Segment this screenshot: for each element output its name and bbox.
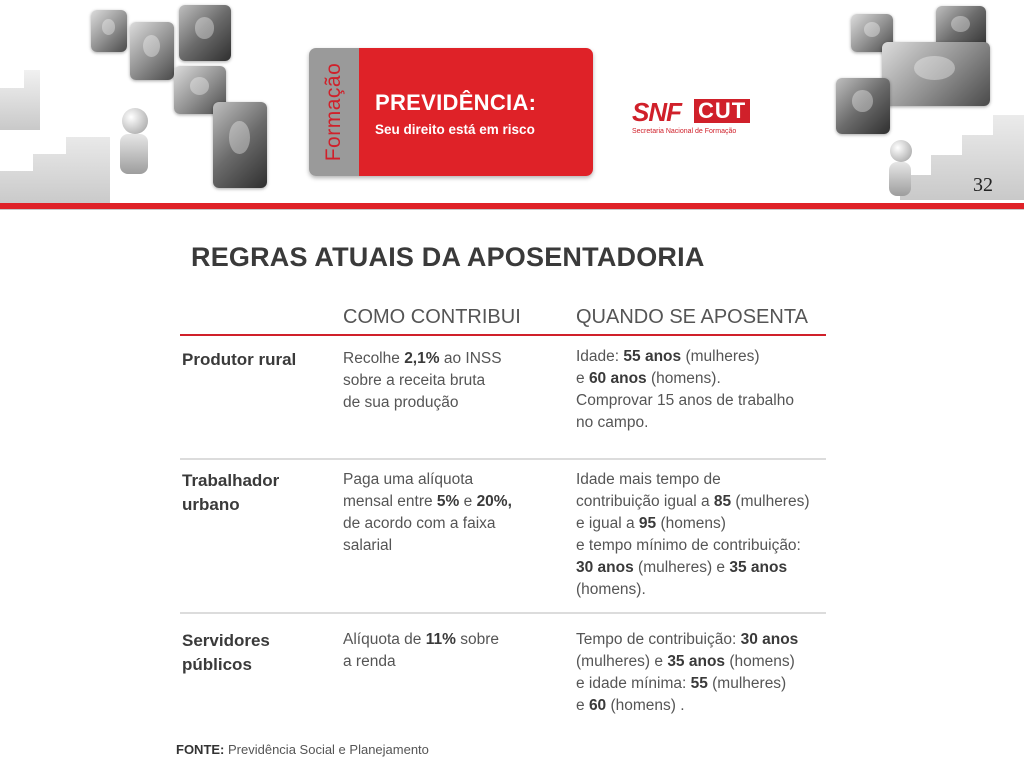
row-label-trabalhador-urbano	[182, 469, 279, 517]
mascot-body	[889, 162, 911, 196]
logo-snf-text: SNF	[632, 97, 681, 127]
emphasis-text: 85	[713, 493, 732, 510]
cell-text: e	[459, 493, 477, 510]
cell-text: e idade mínima:	[576, 675, 691, 692]
cell-text: (mulheres)	[707, 675, 787, 692]
source-note	[176, 742, 429, 757]
cell-text: e tempo mínimo de contribuição:	[576, 537, 801, 554]
cell-text: (mulheres)	[681, 348, 760, 365]
row-label-line: Produtor rural	[182, 350, 297, 369]
emphasis-text: 20%,	[476, 493, 512, 510]
emphasis-text: 55 anos	[623, 348, 682, 365]
mascot-head	[890, 140, 912, 162]
banner-title: PREVIDÊNCIA:	[375, 90, 537, 115]
cell-line	[576, 412, 826, 434]
cell-text: Idade mais tempo de	[576, 471, 721, 488]
cell-text: (homens)	[725, 653, 795, 670]
cell-line	[576, 469, 826, 491]
cell-line	[343, 469, 563, 491]
header-gray-rule	[0, 209, 1024, 210]
cell-line	[343, 491, 563, 513]
cell-text: de acordo com a faixa	[343, 515, 496, 532]
cell-line	[576, 695, 826, 717]
banner-side-label: Formação	[322, 62, 345, 162]
page-number: 32	[973, 174, 993, 196]
emphasis-text: 35 anos	[729, 559, 788, 576]
cell-text: e	[576, 370, 589, 387]
slide-title: REGRAS ATUAIS DA APOSENTADORIA	[191, 242, 705, 272]
slide-header	[0, 0, 1024, 210]
cell-line	[576, 651, 826, 673]
cell-text: (mulheres)	[731, 493, 810, 510]
cell-line	[343, 392, 563, 414]
cell-text: e igual a	[576, 515, 639, 532]
cell-text: Recolhe	[343, 350, 405, 367]
header-underline	[180, 334, 826, 336]
cell-line	[343, 513, 563, 535]
cell-text: no campo.	[576, 414, 649, 431]
cell-text: (homens)	[656, 515, 726, 532]
cell-line	[576, 535, 826, 557]
cell-text: salarial	[343, 537, 393, 554]
left-stairs-decoration	[0, 120, 110, 205]
cell-text: (homens).	[576, 581, 646, 598]
banner-side-panel	[309, 48, 359, 176]
emphasis-text: 55	[690, 675, 708, 692]
cell-line	[343, 651, 563, 673]
logo-subtitle: Secretaria Nacional de Formação	[632, 128, 737, 135]
cell-line	[576, 491, 826, 513]
cell-aposenta-servidores	[576, 629, 826, 717]
formacao-banner	[309, 48, 593, 176]
cell-text: Idade:	[576, 348, 624, 365]
column-header-aposenta: QUANDO SE APOSENTA	[576, 306, 808, 328]
cell-line	[576, 368, 826, 390]
source-label: FONTE:	[176, 742, 225, 757]
woman-photo	[836, 78, 890, 134]
cell-line	[576, 673, 826, 695]
cell-contribui-produtor	[343, 348, 563, 414]
cell-line	[343, 629, 563, 651]
cell-line	[576, 513, 826, 535]
row-label-line: públicos	[182, 655, 252, 674]
mascot-figure-left	[108, 108, 158, 186]
emphasis-text: 60 anos	[588, 370, 647, 387]
cell-text: (homens) .	[606, 697, 685, 714]
worker-photo-2	[130, 22, 174, 80]
emphasis-text: 95	[638, 515, 657, 532]
banner-subtitle: Seu direito está em risco	[375, 122, 535, 137]
row-divider	[180, 612, 826, 614]
emphasis-text: 30 anos	[740, 631, 799, 648]
source-text: Previdência Social e Planejamento	[224, 742, 429, 757]
cell-aposenta-trabalhador	[576, 469, 826, 601]
column-header-contribui: COMO CONTRIBUI	[343, 306, 521, 328]
emphasis-text: 11%	[425, 631, 456, 648]
cell-text: sobre	[455, 631, 499, 648]
row-label-line: Trabalhador	[182, 471, 280, 490]
emphasis-text: 30 anos	[576, 559, 634, 576]
cell-text: contribuição igual a	[576, 493, 714, 510]
cell-contribui-servidores	[343, 629, 563, 673]
cell-text: Comprovar 15 anos de trabalho	[576, 392, 794, 409]
snf-cut-logo	[632, 97, 772, 143]
cell-text: Alíquota de	[343, 631, 426, 648]
emphasis-text: 60	[588, 697, 607, 714]
emphasis-text: 35 anos	[667, 653, 726, 670]
cell-line	[343, 348, 563, 370]
cell-text: (homens).	[646, 370, 721, 387]
cell-text: ao INSS	[439, 350, 502, 367]
farmer-photo	[213, 102, 267, 188]
worker-photo-1	[91, 10, 127, 52]
cell-text: sobre a receita bruta	[343, 372, 486, 389]
cell-line	[576, 346, 826, 368]
mascot-body	[120, 134, 148, 174]
cell-text: Paga uma alíquota	[343, 471, 474, 488]
cell-text: Tempo de contribuição:	[576, 631, 741, 648]
cell-line	[576, 390, 826, 412]
left-stairs-upper-decoration	[0, 70, 40, 130]
cell-text: (mulheres) e	[576, 653, 668, 670]
cell-line	[576, 629, 826, 651]
cell-line	[576, 579, 826, 601]
worker-photo-3	[179, 5, 231, 61]
row-label-produtor-rural	[182, 348, 296, 372]
mascot-head	[122, 108, 148, 134]
cell-contribui-trabalhador	[343, 469, 563, 557]
classroom-photo	[882, 42, 990, 106]
cell-text: de sua produção	[343, 394, 459, 411]
row-label-servidores-publicos	[182, 629, 270, 677]
cell-line	[576, 557, 826, 579]
cell-line	[343, 370, 563, 392]
banner-main-panel	[359, 48, 593, 176]
cell-text: a renda	[343, 653, 396, 670]
row-divider	[180, 458, 826, 460]
mascot-figure-right	[880, 140, 920, 202]
emphasis-text: 5%	[436, 493, 460, 510]
cell-text: mensal entre	[343, 493, 437, 510]
cell-text: e	[576, 697, 589, 714]
cell-aposenta-produtor	[576, 346, 826, 434]
emphasis-text: 2,1%	[404, 350, 440, 367]
cell-line	[343, 535, 563, 557]
row-label-line: urbano	[182, 495, 240, 514]
logo-cut-text: CUT	[694, 99, 750, 123]
cell-text: (mulheres) e	[633, 559, 730, 576]
row-label-line: Servidores	[182, 631, 270, 650]
